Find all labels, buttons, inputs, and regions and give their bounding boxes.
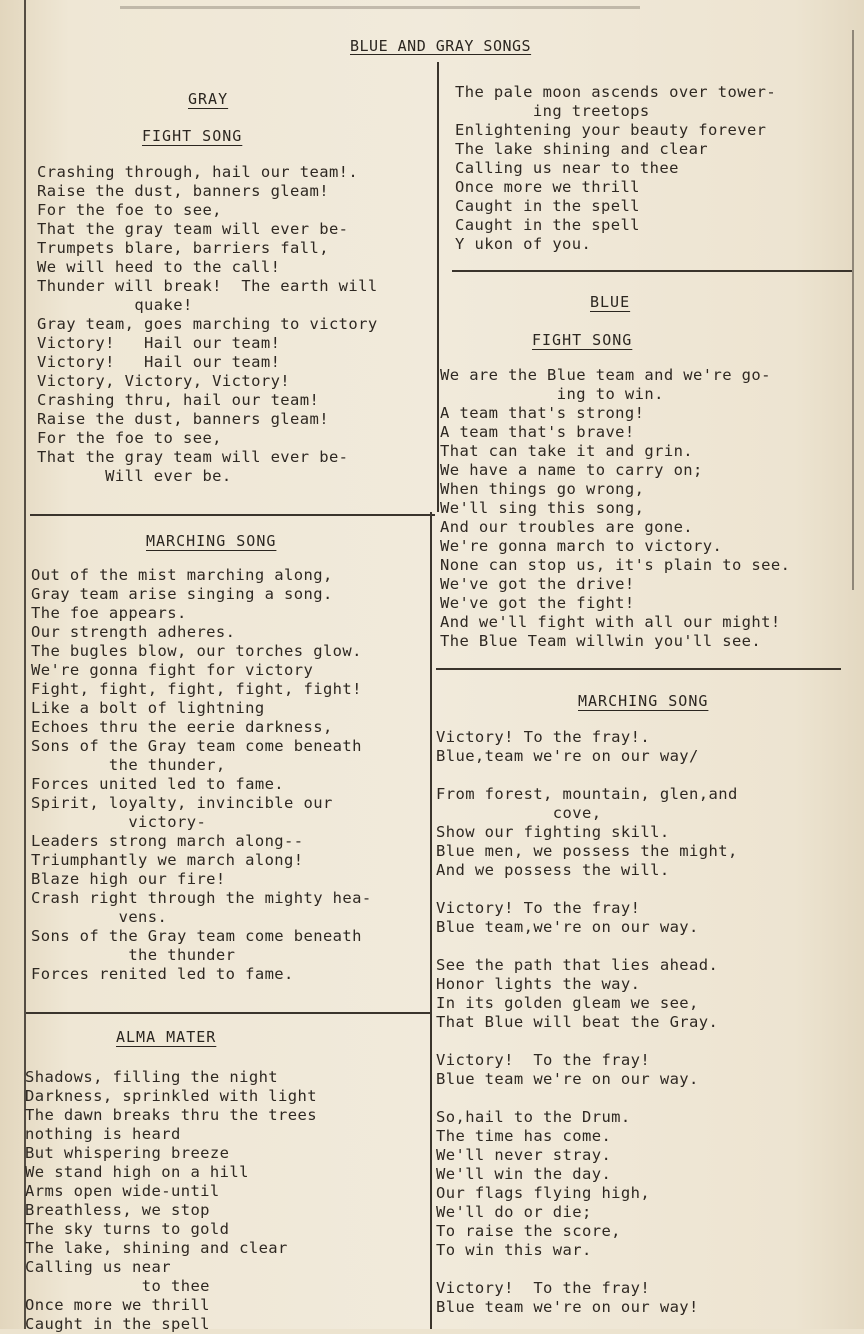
lyric-line: Echoes thru the eerie darkness, [31, 718, 333, 736]
gray-fight-song-title: FIGHT SONG [142, 127, 243, 145]
lyric-line: Thunder will break! The earth will [37, 277, 378, 295]
lyric-line: We're gonna fight for victory [31, 661, 314, 679]
lyric-line: And we'll fight with all our might! [440, 613, 781, 631]
lyric-line: Calling us near to thee [455, 159, 679, 177]
lyric-line: Raise the dust, banners gleam! [37, 182, 329, 200]
lyric-line: vens. [31, 908, 168, 926]
lyric-line: When things go wrong, [440, 480, 645, 498]
lyric-line: Our strength adheres. [31, 623, 236, 641]
lyric-line: The Blue Team willwin you'll see. [440, 632, 762, 650]
lyric-line: Crash right through the mighty hea- [31, 889, 372, 907]
alma-mater-title: ALMA MATER [116, 1028, 217, 1046]
lyric-line: The foe appears. [31, 604, 187, 622]
lyric-line: cove, [436, 804, 602, 822]
lyric-line: Blue team,we're on our way. [436, 918, 699, 936]
alma-mater-continued-lyrics [455, 83, 776, 254]
lyric-line: We'll do or die; [436, 1203, 592, 1221]
lyric-line: A team that's brave! [440, 423, 635, 441]
lyric-line: Crashing through, hail our team!. [37, 163, 359, 181]
gray-heading: GRAY [188, 90, 229, 108]
lyric-line: the thunder [31, 946, 236, 964]
lyric-line: We've got the drive! [440, 575, 635, 593]
lyric-line [436, 1260, 738, 1279]
lyric-line: Blue,team we're on our way/ [436, 747, 699, 765]
lyric-line [436, 1032, 738, 1051]
lyric-line: The dawn breaks thru the trees [25, 1106, 317, 1124]
lyric-line: Will ever be. [37, 467, 232, 485]
lyric-line: None can stop us, it's plain to see. [440, 556, 791, 574]
lyric-line: Victory! To the fray! [436, 1279, 651, 1297]
lyric-line: Out of the mist marching along, [31, 566, 333, 584]
divider-gray-fight-marching [30, 514, 435, 516]
lyric-line: quake! [37, 296, 193, 314]
lyric-line: In its golden gleam we see, [436, 994, 699, 1012]
lyric-line: Forces united led to fame. [31, 775, 285, 793]
blue-fight-song-title: FIGHT SONG [532, 331, 633, 349]
lyric-line: victory- [31, 813, 207, 831]
blue-heading: BLUE [590, 293, 631, 311]
lyric-line: We'll win the day. [436, 1165, 612, 1183]
lyric-line: That can take it and grin. [440, 442, 694, 460]
gray-fight-song-lyrics [37, 163, 378, 486]
lyric-line: Blue team we're on our way. [436, 1070, 699, 1088]
lyric-line: Triumphantly we march along! [31, 851, 304, 869]
column-divider-upper [437, 62, 439, 512]
lyric-line: But whispering breeze [25, 1144, 230, 1162]
lyric-line [436, 766, 738, 785]
lyric-line: ing treetops [455, 102, 650, 120]
lyric-line [436, 1089, 738, 1108]
lyric-line: Victory! Hail our team! [37, 334, 281, 352]
lyric-line: For the foe to see, [37, 429, 222, 447]
lyric-line: A team that's strong! [440, 404, 645, 422]
lyric-line: Shadows, filling the night [25, 1068, 279, 1086]
lyric-line: Spirit, loyalty, invincible our [31, 794, 333, 812]
lyric-line: And we possess the will. [436, 861, 670, 879]
lyric-line: ing to win. [440, 385, 664, 403]
lyric-line: To raise the score, [436, 1222, 621, 1240]
lyric-line: Leaders strong march along-- [31, 832, 304, 850]
faded-top-text-line [120, 6, 640, 9]
lyric-line: Trumpets blare, barriers fall, [37, 239, 329, 257]
blue-fight-song-lyrics [440, 366, 790, 651]
gray-marching-song-title: MARCHING SONG [146, 532, 277, 550]
lyric-line: Victory! To the fray! [436, 1051, 651, 1069]
lyric-line [436, 880, 738, 899]
lyric-line: To win this war. [436, 1241, 592, 1259]
lyric-line: Show our fighting skill. [436, 823, 670, 841]
lyric-line: Y ukon of you. [455, 235, 592, 253]
blue-marching-song-title: MARCHING SONG [578, 692, 709, 710]
lyric-line: That Blue will beat the Gray. [436, 1013, 719, 1031]
lyric-line: Calling us near [25, 1258, 171, 1276]
lyric-line: We'll never stray. [436, 1146, 612, 1164]
lyric-line: So,hail to the Drum. [436, 1108, 631, 1126]
lyric-line: Once more we thrill [25, 1296, 210, 1314]
lyric-line: Gray team, goes marching to victory [37, 315, 378, 333]
lyric-line: From forest, mountain, glen,and [436, 785, 738, 803]
lyric-line: Crashing thru, hail our team! [37, 391, 320, 409]
divider-blue-fight-marching [436, 668, 841, 670]
lyric-line: Blue men, we possess the might, [436, 842, 738, 860]
lyric-line [436, 937, 738, 956]
lyric-line: The time has come. [436, 1127, 612, 1145]
lyric-line: Raise the dust, banners gleam! [37, 410, 329, 428]
lyric-line: Like a bolt of lightning [31, 699, 265, 717]
lyric-line: The bugles blow, our torches glow. [31, 642, 362, 660]
lyric-line: Blue team we're on our way! [436, 1298, 699, 1316]
divider-gray-marching-alma [26, 1012, 430, 1014]
lyric-line: Honor lights the way. [436, 975, 641, 993]
lyric-line: We will heed to the call! [37, 258, 281, 276]
lyric-line: See the path that lies ahead. [436, 956, 719, 974]
lyric-line: The sky turns to gold [25, 1220, 230, 1238]
lyric-line: The pale moon ascends over tower- [455, 83, 777, 101]
blue-marching-song-lyrics [436, 728, 738, 1317]
lyric-line: to thee [25, 1277, 210, 1295]
lyric-line: the thunder, [31, 756, 226, 774]
lyric-line: Victory! To the fray! [436, 899, 641, 917]
lyric-line: Arms open wide-until [25, 1182, 220, 1200]
lyric-line: The lake, shining and clear [25, 1239, 288, 1257]
lyric-line: Caught in the spell [25, 1315, 210, 1333]
lyric-line: Gray team arise singing a song. [31, 585, 333, 603]
lyric-line: That the gray team will ever be- [37, 220, 349, 238]
lyric-line: Victory! To the fray!. [436, 728, 651, 746]
lyric-line: Fight, fight, fight, fight, fight! [31, 680, 362, 698]
lyric-line: Forces renited led to fame. [31, 965, 294, 983]
lyric-line: For the foe to see, [37, 201, 222, 219]
lyric-line: Sons of the Gray team come beneath [31, 927, 362, 945]
lyric-line: Blaze high our fire! [31, 870, 226, 888]
page-title: BLUE AND GRAY SONGS [350, 37, 532, 55]
alma-mater-lyrics [25, 1068, 317, 1334]
right-border-line [852, 30, 854, 590]
lyric-line: Caught in the spell [455, 216, 640, 234]
lyric-line: Breathless, we stop [25, 1201, 210, 1219]
gray-marching-song-lyrics [31, 566, 372, 984]
lyric-line: Once more we thrill [455, 178, 640, 196]
lyric-line: Enlightening your beauty forever [455, 121, 767, 139]
lyric-line: We're gonna march to victory. [440, 537, 723, 555]
lyric-line: Caught in the spell [455, 197, 640, 215]
column-divider-lower [430, 512, 432, 1329]
lyric-line: That the gray team will ever be- [37, 448, 349, 466]
lyric-line: Our flags flying high, [436, 1184, 651, 1202]
lyric-line: Victory! Hail our team! [37, 353, 281, 371]
lyric-line: We've got the fight! [440, 594, 635, 612]
lyric-line: And our troubles are gone. [440, 518, 694, 536]
lyric-line: We stand high on a hill [25, 1163, 249, 1181]
lyric-line: Victory, Victory, Victory! [37, 372, 291, 390]
lyric-line: We have a name to carry on; [440, 461, 703, 479]
lyric-line: We are the Blue team and we're go- [440, 366, 771, 384]
lyric-line: The lake shining and clear [455, 140, 709, 158]
lyric-line: Sons of the Gray team come beneath [31, 737, 362, 755]
divider-alma-blue [452, 270, 852, 272]
lyric-line: Darkness, sprinkled with light [25, 1087, 317, 1105]
lyric-line: We'll sing this song, [440, 499, 645, 517]
lyric-line: nothing is heard [25, 1125, 181, 1143]
